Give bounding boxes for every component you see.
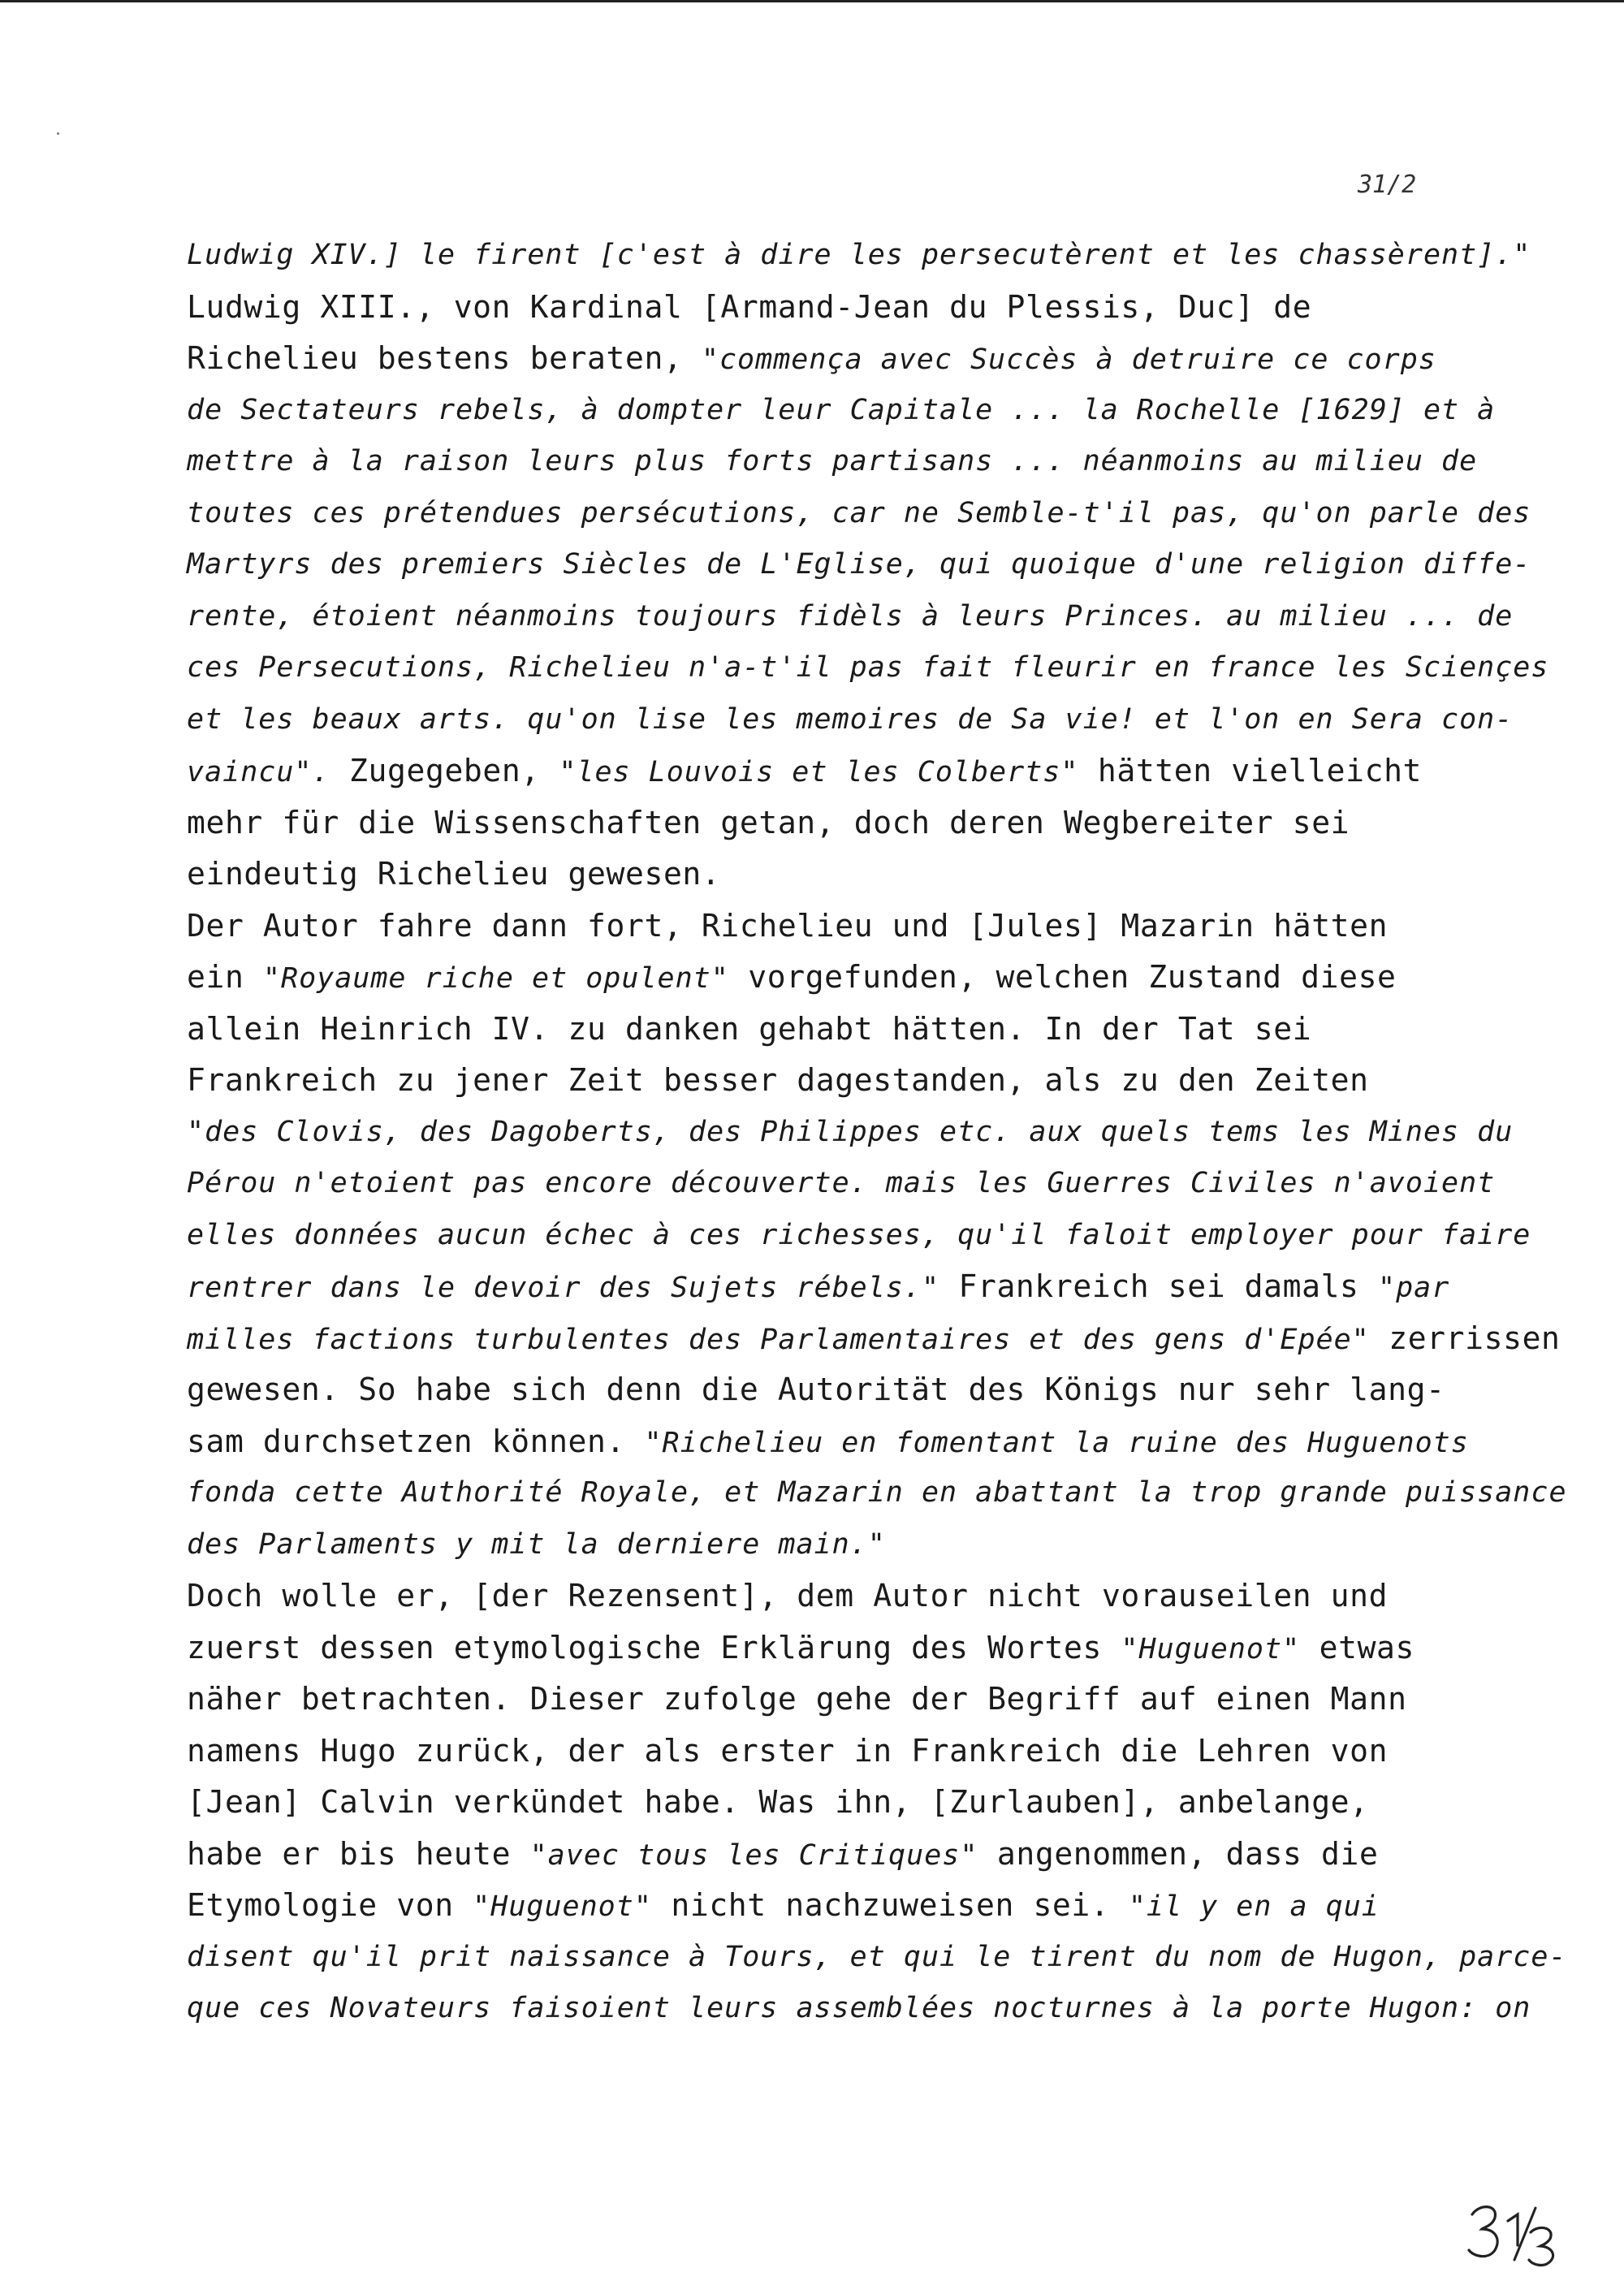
text-line: [187, 952, 1486, 1004]
quoted-french-text: et les beaux arts. qu'on lise les memoires de Sa vie! et l'on en Sera con-: [187, 702, 1514, 736]
text-line: [187, 745, 1486, 797]
page-top-border: [0, 0, 1624, 2]
text-line: [187, 797, 1486, 849]
german-text: zuerst dessen etymologische Erklärung des Wortes: [187, 1629, 1121, 1665]
handwritten-page-number: [1466, 2197, 1563, 2270]
quoted-french-text: "Huguenot": [1121, 1632, 1301, 1665]
quoted-french-text: rentrer dans le devoir des Sujets rébels.": [187, 1272, 940, 1304]
text-line: [187, 1261, 1486, 1313]
quoted-french-text: "Huguenot": [473, 1890, 652, 1923]
german-text: vorgefunden, welchen Zustand diese: [728, 959, 1397, 995]
text-line: [187, 1570, 1486, 1622]
quoted-french-text: vaincu".: [187, 756, 330, 788]
text-line: [187, 1055, 1486, 1107]
quoted-french-text: des Parlaments y mit la derniere main.": [187, 1527, 886, 1561]
text-line: [187, 1467, 1567, 1519]
text-line: [187, 1416, 1486, 1468]
german-text: Der Autor fahre dann fort, Richelieu und [Jules] Mazarin hätten: [187, 907, 1389, 944]
quoted-french-text: "Royaume riche et opulent": [262, 962, 729, 995]
german-text: Doch wolle er, [der Rezensent], dem Autor nicht vorauseilen und: [187, 1578, 1389, 1614]
quoted-french-text: "avec tous les Critiques": [529, 1838, 978, 1872]
german-text: Richelieu bestens beraten,: [187, 340, 702, 376]
quoted-french-text: mettre à la raison leurs plus forts partisans ... néanmoins au milieu de: [187, 445, 1478, 477]
quoted-french-text: "les Louvois et les Colberts": [559, 756, 1079, 788]
german-text: hätten vielleicht: [1078, 753, 1423, 788]
german-text: angenommen, dass die: [978, 1835, 1379, 1872]
body-text: [187, 230, 1567, 2035]
text-line: [187, 1932, 1567, 1984]
text-line: [187, 282, 1486, 334]
scan-speck: [57, 132, 59, 135]
quoted-french-text: ces Persecutions, Richelieu n'a-t'il pas fait fleurir en france les Sciençes: [187, 651, 1549, 684]
text-line: [187, 539, 1531, 591]
german-text: eindeutig Richelieu gewesen.: [187, 856, 721, 892]
text-line: [187, 1829, 1486, 1881]
page-number: 31/2: [1358, 171, 1417, 199]
german-text: namens Hugo zurück, der als erster in Frankreich die Lehren von: [187, 1732, 1389, 1769]
quoted-french-text: "commença avec Succès à detruire ce corps: [701, 343, 1436, 376]
german-text: sam durchsetzen können.: [187, 1423, 645, 1459]
text-line: [187, 1107, 1514, 1159]
quoted-french-text: que ces Novateurs faisoient leurs assemblées nocturnes à la porte Hugon: on: [187, 1992, 1531, 2024]
german-text: Zugegeben,: [330, 753, 559, 788]
text-line: [187, 1622, 1486, 1674]
quoted-french-text: Pérou n'etoient pas encore découverte. mais les Guerres Civiles n'avoient: [187, 1167, 1496, 1199]
german-text: Etymologie von: [187, 1887, 473, 1923]
german-text: Frankreich sei damals: [939, 1268, 1379, 1304]
text-line: [187, 385, 1496, 437]
text-line: [187, 1880, 1486, 1932]
german-text: zerrissen: [1369, 1320, 1561, 1356]
text-line: [187, 230, 1531, 282]
text-line: [187, 1313, 1561, 1365]
text-line: [187, 333, 1486, 385]
quoted-french-text: elles données aucun échec à ces richesses, qu'il faloit employer pour faire: [187, 1218, 1531, 1251]
text-line: [187, 1983, 1531, 2035]
text-line: [187, 1210, 1531, 1262]
german-text: gewesen. So habe sich denn die Autorität des Königs nur sehr lang-: [187, 1372, 1445, 1407]
quoted-french-text: de Sectateurs rebels, à dompter leur Capitale ... la Rochelle [1629] et à: [187, 393, 1496, 426]
quoted-french-text: fonda cette Authorité Royale, et Mazarin en abattant la trop grande puissance: [187, 1476, 1567, 1509]
text-line: [187, 1674, 1486, 1726]
german-text: allein Heinrich IV. zu danken gehabt hätten. In der Tat sei: [187, 1010, 1312, 1047]
text-line: [187, 1726, 1486, 1778]
quoted-french-text: milles factions turbulentes des Parlamentaires et des gens d'Epée": [187, 1323, 1370, 1356]
quoted-french-text: rente, étoient néanmoins toujours fidèls à leurs Princes. au milieu ... de: [187, 599, 1514, 633]
text-line: [187, 694, 1514, 746]
quoted-french-text: disent qu'il prit naissance à Tours, et qui le tirent du nom de Hugon, parce-: [187, 1940, 1567, 1973]
german-text: nicht nachzuweisen sei.: [651, 1887, 1129, 1923]
quoted-french-text: "il y en a qui: [1128, 1890, 1380, 1923]
text-line: [187, 1004, 1486, 1056]
text-line: [187, 591, 1514, 643]
german-text: Ludwig XIII., von Kardinal [Armand-Jean du Plessis, Duc] de: [187, 288, 1312, 325]
quoted-french-text: toutes ces prétendues persécutions, car ne Semble-t'il pas, qu'on parle des: [187, 496, 1531, 529]
text-line: [187, 1519, 1486, 1571]
text-line: [187, 1777, 1486, 1829]
text-line: [187, 488, 1531, 540]
text-line: [187, 1364, 1486, 1416]
german-text: etwas: [1300, 1629, 1415, 1665]
german-text: ein: [187, 959, 263, 995]
quoted-french-text: "des Clovis, des Dagoberts, des Philippes etc. aux quels tems les Mines du: [187, 1115, 1514, 1148]
text-line: [187, 1158, 1496, 1210]
quoted-french-text: "par: [1378, 1272, 1450, 1304]
text-line: [187, 642, 1549, 694]
text-line: [187, 901, 1486, 953]
german-text: Frankreich zu jener Zeit besser dagestanden, als zu den Zeiten: [187, 1062, 1369, 1098]
quoted-french-text: Ludwig XIV.] le firent [c'est à dire les persecutèrent et les chassèrent].": [187, 239, 1531, 271]
text-line: [187, 849, 1486, 901]
quoted-french-text: "Richelieu en fomentant la ruine des Huguenots: [644, 1426, 1469, 1459]
german-text: näher betrachten. Dieser zufolge gehe der Begriff auf einen Mann: [187, 1681, 1407, 1717]
german-text: [Jean] Calvin verkündet habe. Was ihn, [Zurlauben], anbelange,: [187, 1784, 1369, 1820]
german-text: mehr für die Wissenschaften getan, doch deren Wegbereiter sei: [187, 804, 1350, 840]
german-text: habe er bis heute: [187, 1835, 530, 1872]
quoted-french-text: Martyrs des premiers Siècles de L'Eglise, qui quoique d'une religion diffe-: [187, 548, 1531, 581]
text-line: [187, 436, 1486, 488]
